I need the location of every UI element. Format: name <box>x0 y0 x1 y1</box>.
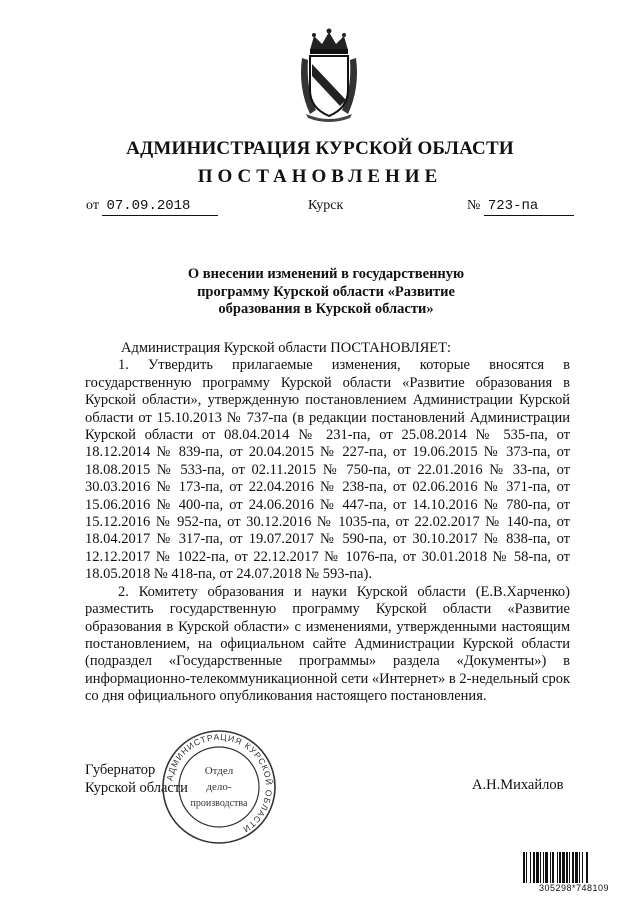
position-line: Курской области <box>85 779 188 796</box>
subject-line: программу Курской области «Развитие <box>197 283 455 300</box>
document-body <box>85 340 570 706</box>
number-value: 723-па <box>484 198 574 216</box>
date-prefix: от <box>86 198 99 213</box>
coat-of-arms-icon <box>296 28 362 122</box>
resolution-lead: Администрация Курской области ПОСТАНОВЛЯЕТ: <box>121 340 452 356</box>
subject-line: О внесении изменений в государственную <box>187 266 465 282</box>
document-type: ПОСТАНОВЛЕНИЕ <box>197 166 443 187</box>
subject-line: образования в Курской области» <box>218 301 434 317</box>
position-line: Губернатор <box>85 762 156 778</box>
stamp-line: дело- <box>206 781 232 793</box>
document-city: Курск <box>308 198 344 213</box>
resolution-item-1: 1. Утвердить прилагаемые изменения, которые вносятся в государственную программу Курской области «Развитие образования в Курской области», утвержденную постановлением Администрации Курской области от 15.10.2013 № 737-па (в редакции постановлений Администрации Курской области от 08.04.2014 № 231-па, от 25.08.2014 № 535-па, от 18.12.2014 № 839-па, от 20.04.2015 № 227-па, от 19.06.2015 № 373-па, от 18.08.2015 № 533-па, от 02.11.2015 № 750-па, от 22.01.2016 № 33-па, от 30.03.2016 № 173-па, от 22.04.2016 № 238-па, от 02.06.2016 № 371-па, от 15.06.2016 № 400-па, от 24.06.2016 № 447-па, от 14.10.2016 № 780-па, от 15.12.2016 № 952-па, от 30.12.2016 № 1035-па, от 22.02.2017 № 140-па, от 18.04.2017 № 317-па, от 19.07.2017 № 590-па, от 30.10.2017 № 838-па, от 12.12.2017 № 1022-па, от 22.12.2017 № 1076-па, от 30.01.2018 № 58-па, от 18.05.2018 № 418-па, от 24.07.2018 № 593-па). <box>85 357 570 583</box>
document-number <box>467 198 574 216</box>
number-prefix: № <box>467 198 481 213</box>
resolution-item-2: 2. Комитету образования и науки Курской области (Е.В.Харченко) разместить государственную программу Курской области «Развитие образования в Курской области» с изменениями, утвержденными настоящим постановлением, на официальном сайте Администрации Курской области (подраздел «Государственные программы» раздела «Документы») в информационно-телекоммуникационной сети «Интернет» в 2-недельный срок со дня официального опубликования настоящего постановления. <box>85 583 570 705</box>
date-value: 07.09.2018 <box>102 198 218 216</box>
document-date <box>86 198 218 216</box>
stamp-ring-text: АДМИНИСТРАЦИЯ КУРСКОЙ ОБЛАСТИ <box>164 731 275 835</box>
document-subject <box>140 266 512 319</box>
round-stamp-icon <box>160 728 278 846</box>
signatory-name: А.Н.Михайлов <box>472 777 564 793</box>
barcode-number: 305298*748109 <box>522 883 626 893</box>
organization-title: АДМИНИСТРАЦИЯ КУРСКОЙ ОБЛАСТИ <box>126 138 514 159</box>
stamp-line: производства <box>190 798 248 809</box>
stamp-line: Отдел <box>204 765 234 777</box>
